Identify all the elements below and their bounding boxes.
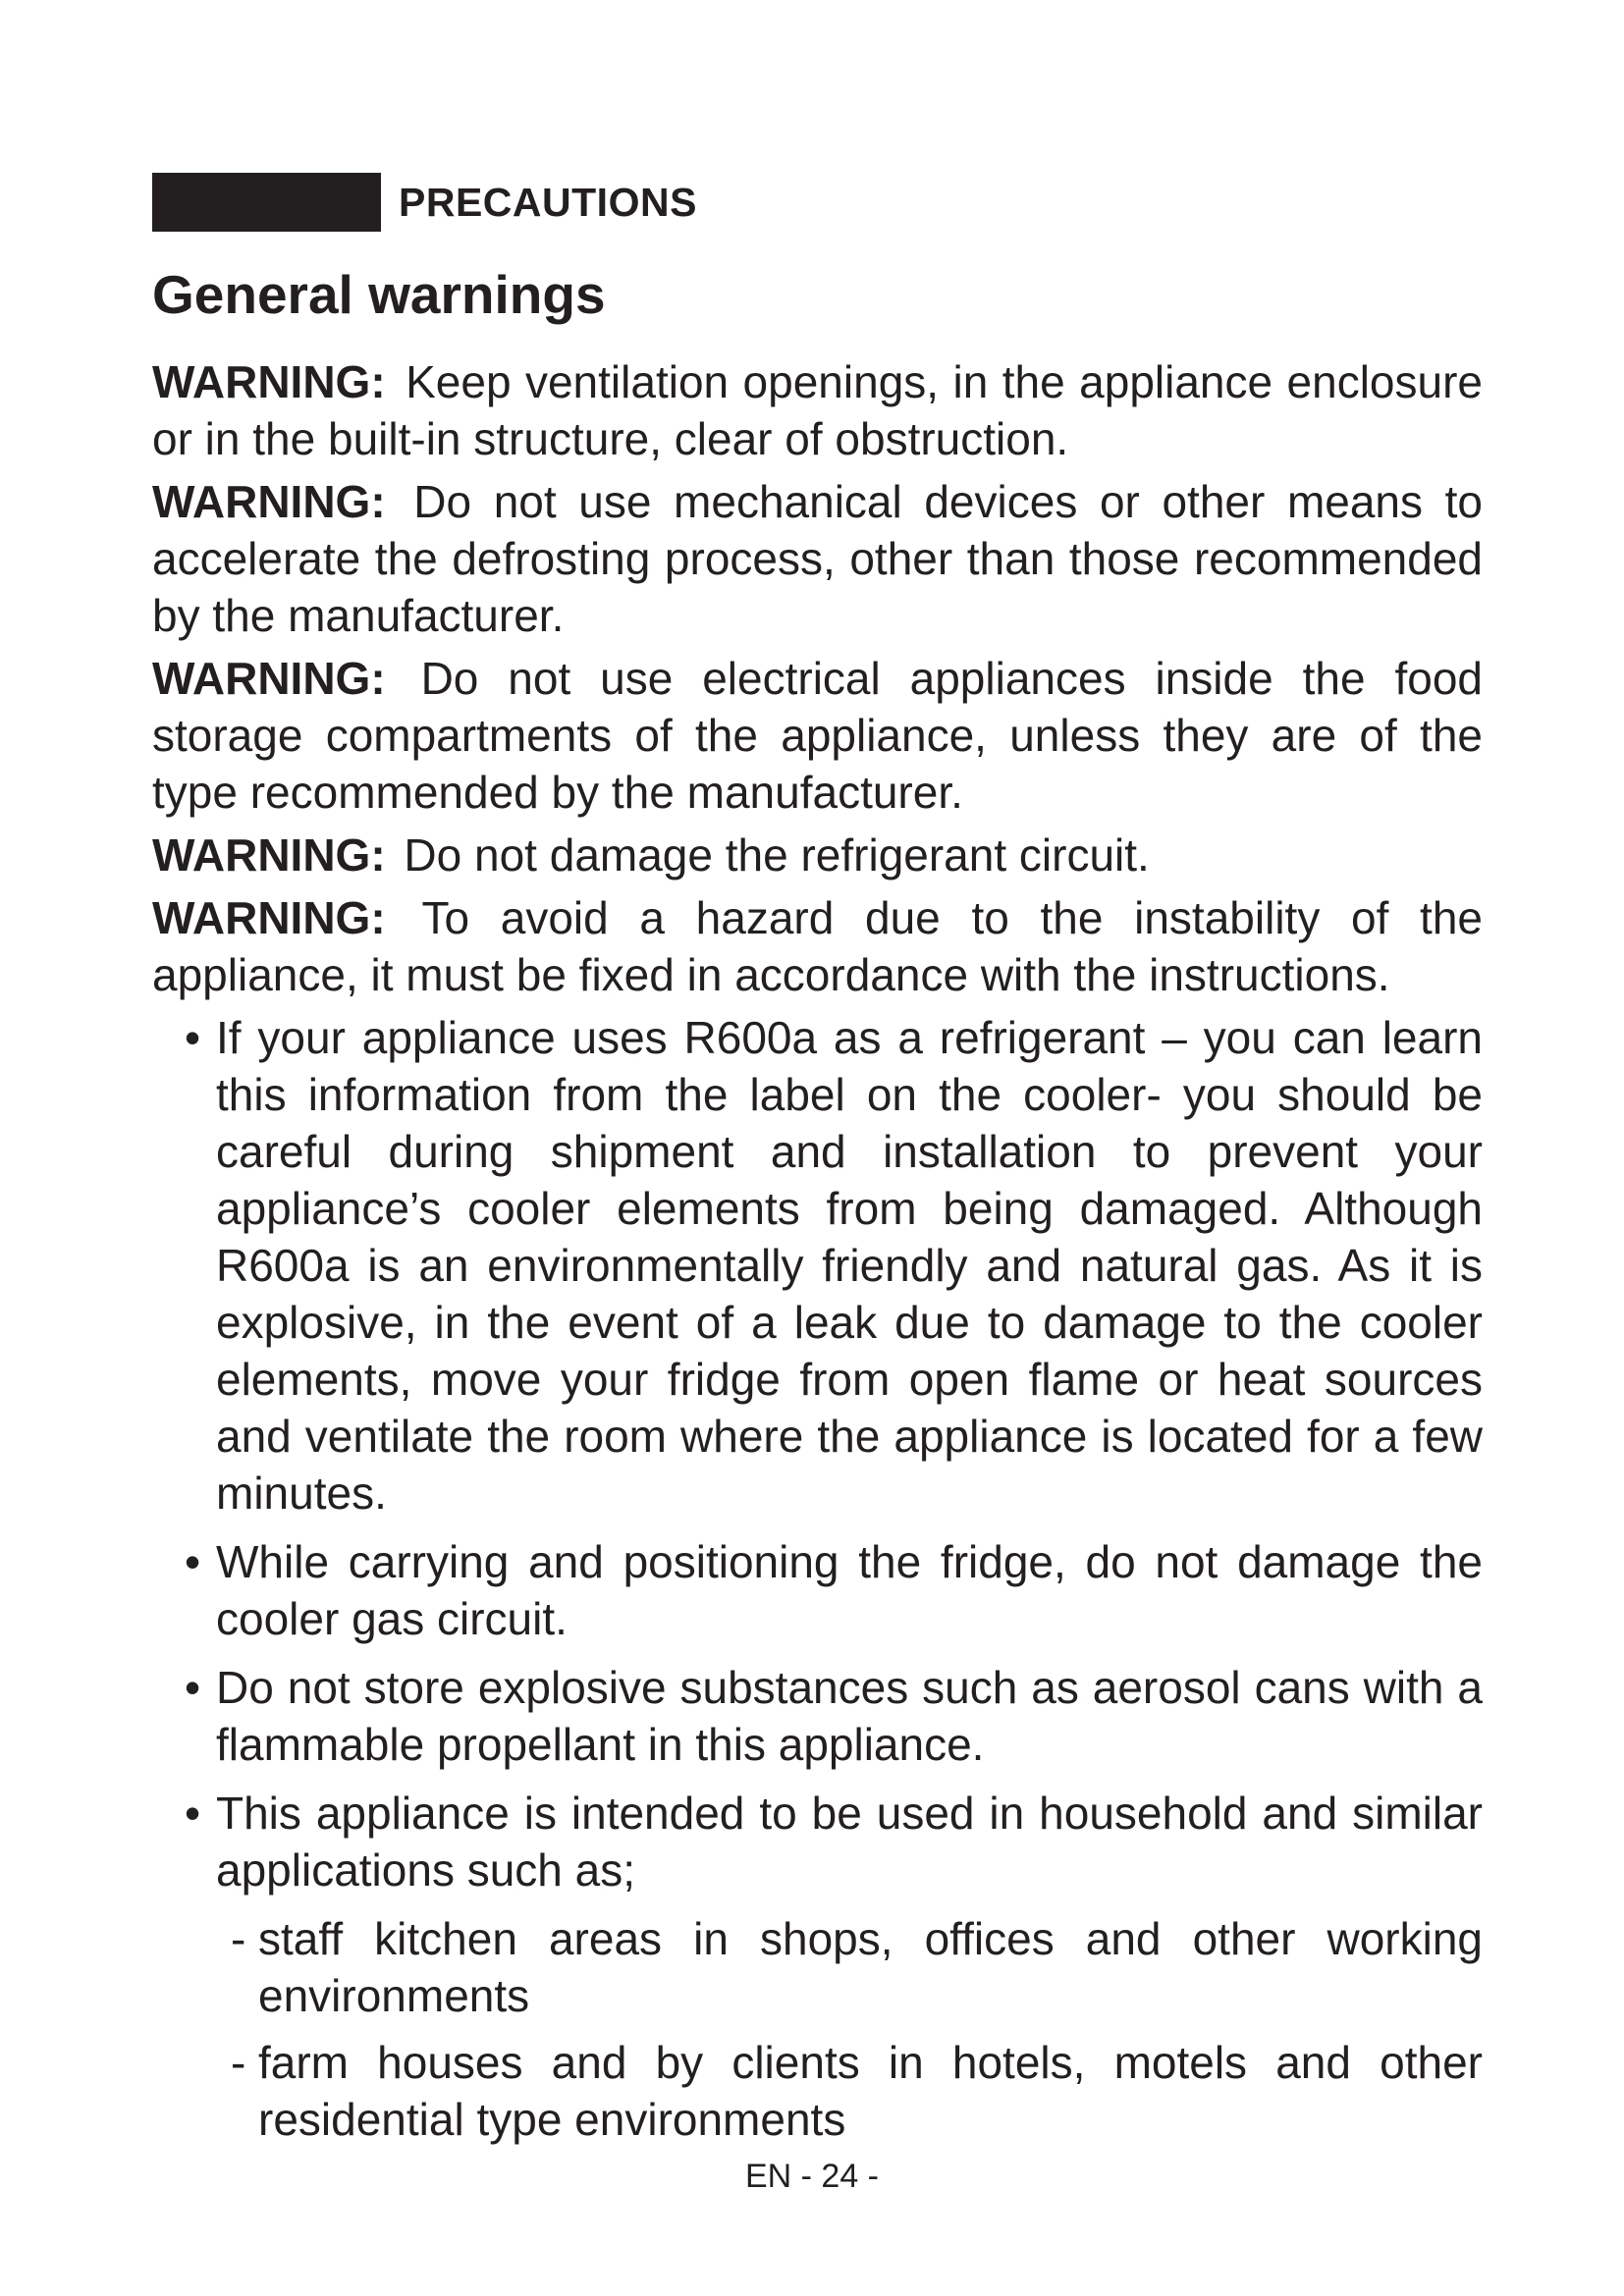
- warning-label: WARNING:: [152, 892, 386, 943]
- section-header-bar: [152, 173, 381, 232]
- list-item: • Do not store explosive substances such as aerosol cans with a flammable propellant in this appliance.: [216, 1659, 1483, 1773]
- warning-paragraph: [152, 827, 1483, 883]
- warning-text: Keep ventilation openings, in the appliance enclosure or in the built-in structure, clear of obstruction.: [152, 356, 1483, 464]
- warning-label: WARNING:: [152, 356, 386, 407]
- warning-text: Do not use mechanical devices or other means to accelerate the defrosting process, other than those recommended by the manufacturer.: [152, 476, 1483, 641]
- warning-text: To avoid a hazard due to the instability of the appliance, it must be fixed in accordance with the instructions.: [152, 892, 1483, 1000]
- warning-text: Do not use electrical appliances inside the food storage compartments of the appliance, unless they are of the type recommended by the manufacturer.: [152, 653, 1483, 818]
- sub-list-item: - farm houses and by clients in hotels, motels and other residential type environments: [258, 2034, 1483, 2148]
- warning-paragraph: [152, 353, 1483, 467]
- sub-list-item: - staff kitchen areas in shops, offices and other working environments: [258, 1910, 1483, 2024]
- warning-paragraph: [152, 473, 1483, 644]
- list-item: • While carrying and positioning the fridge, do not damage the cooler gas circuit.: [216, 1533, 1483, 1647]
- warning-label: WARNING:: [152, 476, 386, 527]
- warning-label: WARNING:: [152, 829, 386, 881]
- list-item-text: This appliance is intended to be used in household and similar applications such as;: [216, 1788, 1483, 1896]
- warning-paragraph: [152, 650, 1483, 821]
- page-heading: General warnings: [152, 264, 606, 325]
- section-label: PRECAUTIONS: [399, 180, 697, 225]
- warning-label: WARNING:: [152, 653, 386, 704]
- list-item: • If your appliance uses R600a as a refrigerant – you can learn this information from the label on the cooler- you should be careful during shipment and installation to prevent your appliance’s cooler elements from being damaged. Although R600a is an environmentally friendly and natural gas. As it is explosive, in the event of a leak due to damage to the cooler elements, move your fridge from open flame or heat sources and ventilate the room where the appliance is located for a few minutes.: [216, 1009, 1483, 1522]
- warnings-content: [152, 353, 1483, 2160]
- list-item-with-sublist: [216, 1785, 1483, 2148]
- warning-text: Do not damage the refrigerant circuit.: [404, 829, 1150, 881]
- application-sub-list: [216, 1910, 1483, 2148]
- warning-paragraph: [152, 889, 1483, 1003]
- page-number: EN - 24 -: [744, 2158, 880, 2195]
- precaution-bullet-list: [152, 1009, 1483, 2148]
